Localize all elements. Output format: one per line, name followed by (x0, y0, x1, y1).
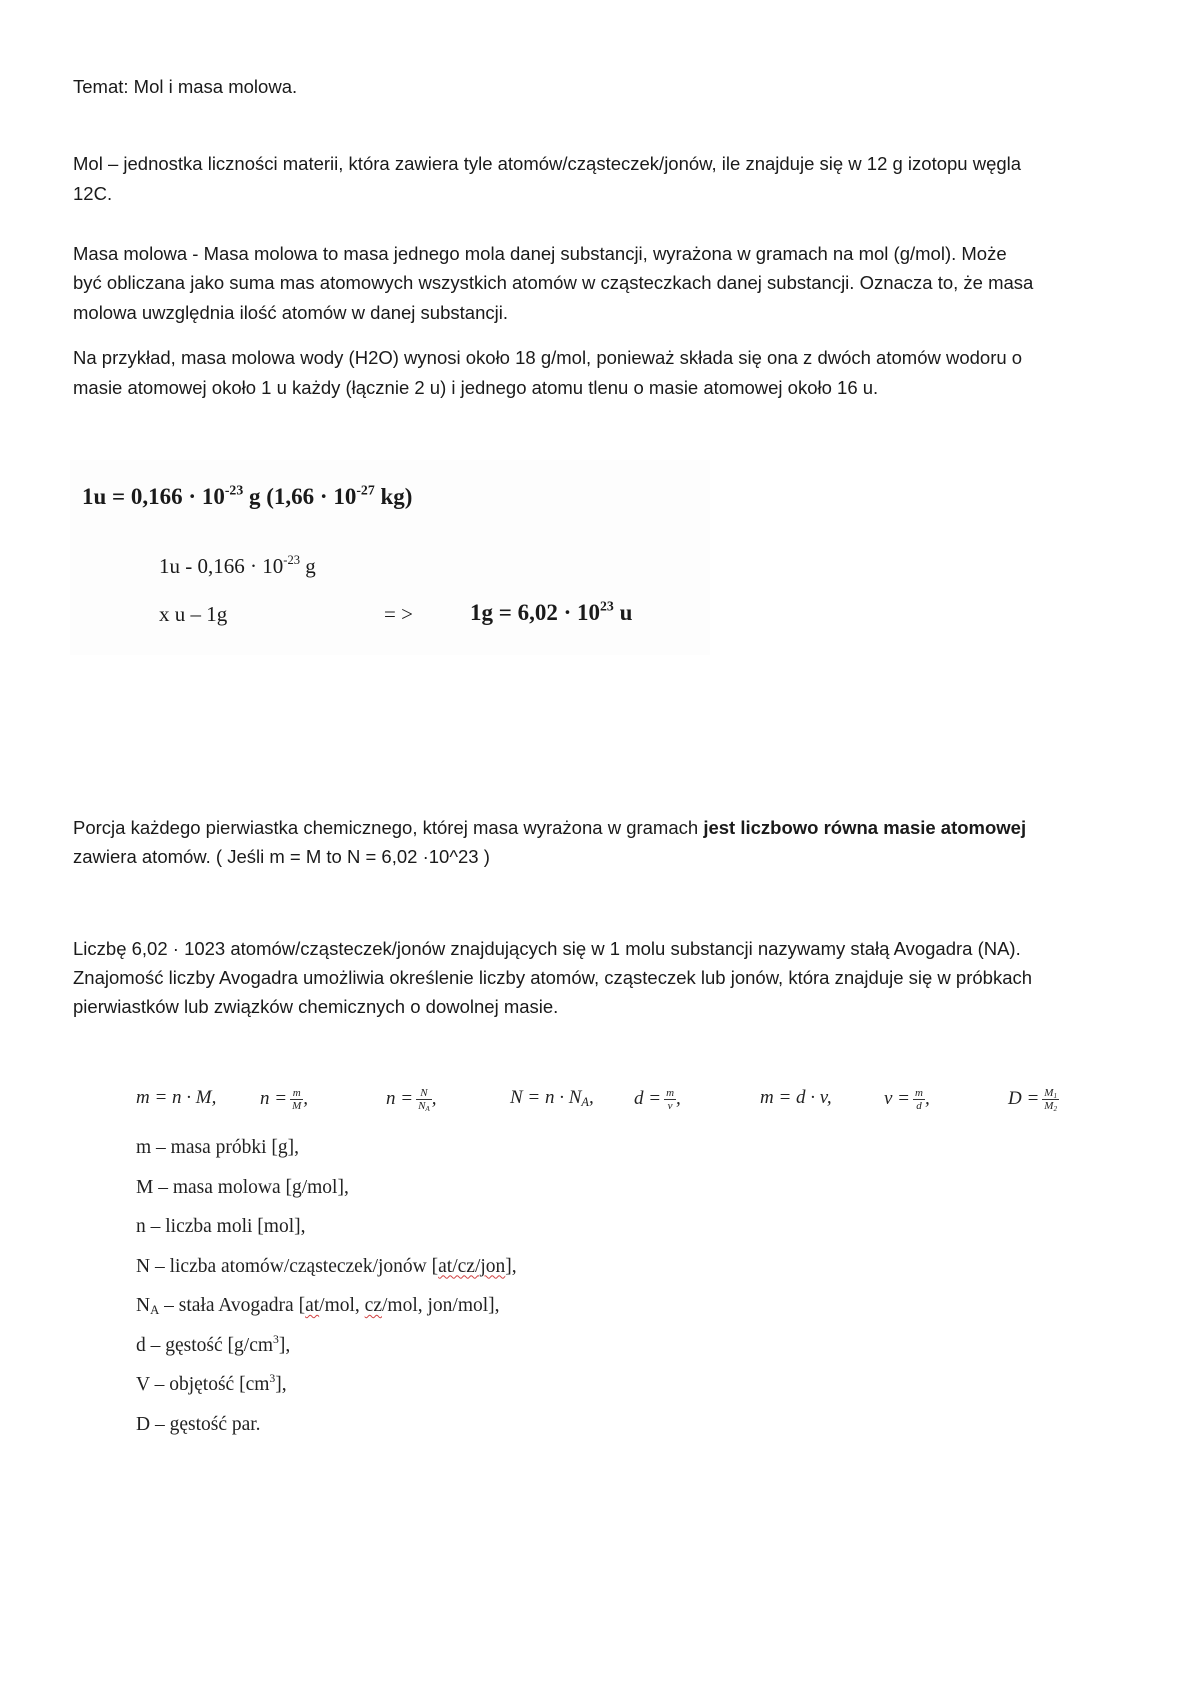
formula-volume: v = $\frac{m}{d}$ , (884, 1087, 930, 1112)
atomic-mass-unit-equation: $1u = 0,166 \cdot 10^{-23}$ g ($1,66 \cdot 10^{-27}$ kg) (82, 482, 413, 509)
formulas-row (136, 1075, 1096, 1127)
molar-mass-line-3: molowa uwzględnia ilość atomów w danej substancji. (73, 302, 508, 323)
mol-definition-line-2: 12C. (73, 183, 113, 204)
legend-item-NA: $N_A$ – stała Avogadra [at/mol, cz/mol, jon/mol], (136, 1295, 500, 1318)
page-title: Temat: Mol i masa molowa. (73, 76, 298, 97)
legend-item-V: V – objętość $[cm^3]$, (136, 1371, 287, 1395)
avogadro-line-3: pierwiastków lub związków chemicznych o dowolnej masie. (73, 996, 559, 1017)
legend-item-D: D – gęstość par. (136, 1413, 261, 1435)
formula-moles-from-count: n = $\frac{N}{N_A}$ , (386, 1087, 437, 1113)
avogadro-line-1: Liczbę 6,02 · 1023 atomów/cząsteczek/jonów znajdujących się w 1 molu substancji nazywamy stałą Avogadra (NA). (73, 938, 1021, 959)
gram-to-u-result: $1g = 6,02 \cdot 10^{23}$ u (470, 598, 633, 625)
symbol-legend (136, 1128, 836, 1444)
legend-item-d: d – gęstość $[g/cm^3]$, (136, 1332, 291, 1356)
formula-particle-count: $N = n \cdot N_A$, (510, 1087, 594, 1110)
legend-item-n: n – liczba moli [mol], (136, 1216, 306, 1237)
formula-mass: m = n · M, (136, 1087, 217, 1108)
formula-density: d = $\frac{m}{v}$ , (634, 1087, 681, 1112)
formula-vapor-density: D = $\frac{M_1}{M_2}$ (1008, 1087, 1058, 1113)
legend-item-m: m – masa próbki [g], (136, 1137, 300, 1158)
example-line-1: Na przykład, masa molowa wody (H2O) wynosi około 18 g/mol, ponieważ składa się ona z dwóch atomów wodoru o (73, 347, 1023, 368)
implies-arrow: = > (384, 602, 413, 626)
unit-conversion-image (70, 460, 710, 655)
example-line-2: masie atomowej około 1 u każdy (łącznie 2 u) i jednego atomu tlenu o masie atomowej około 16 u. (73, 377, 879, 398)
portion-line-1: Porcja każdego pierwiastka chemicznego, której masa wyrażona w gramach jest liczbowo równa masie atomowej (73, 817, 1027, 838)
molar-mass-line-1: Masa molowa - Masa molowa to masa jednego mola danej substancji, wyrażona w gramach na mol (g/mol). Może (73, 243, 1007, 264)
proportion-line-2: x u – 1g (159, 602, 228, 626)
legend-item-N: N – liczba atomów/cząsteczek/jonów [at/cz/jon], (136, 1255, 517, 1277)
molar-mass-line-2: być obliczana jako suma mas atomowych wszystkich atomów w cząsteczkach danej substancji. Oznacza to, że masa (73, 272, 1034, 293)
legend-item-M: M – masa molowa [g/mol], (136, 1176, 349, 1198)
formula-mass-from-density: m = d · v, (760, 1087, 832, 1108)
proportion-line-1: $1u - 0,166 \cdot 10^{-23}$ g (159, 553, 316, 578)
portion-line-2: zawiera atomów. ( Jeśli m = M to N = 6,02 ·10^23 ) (73, 846, 490, 867)
avogadro-line-2: Znajomość liczby Avogadra umożliwia określenie liczby atomów, cząsteczek lub jonów, która znajduje się w próbkach (73, 967, 1033, 988)
formula-moles-from-mass: n = $\frac{m}{M}$ , (260, 1087, 308, 1112)
mol-definition-line-1: Mol – jednostka liczności materii, która zawiera tyle atomów/cząsteczek/jonów, ile znajduje się w 12 g izotopu węgla (73, 153, 1022, 174)
